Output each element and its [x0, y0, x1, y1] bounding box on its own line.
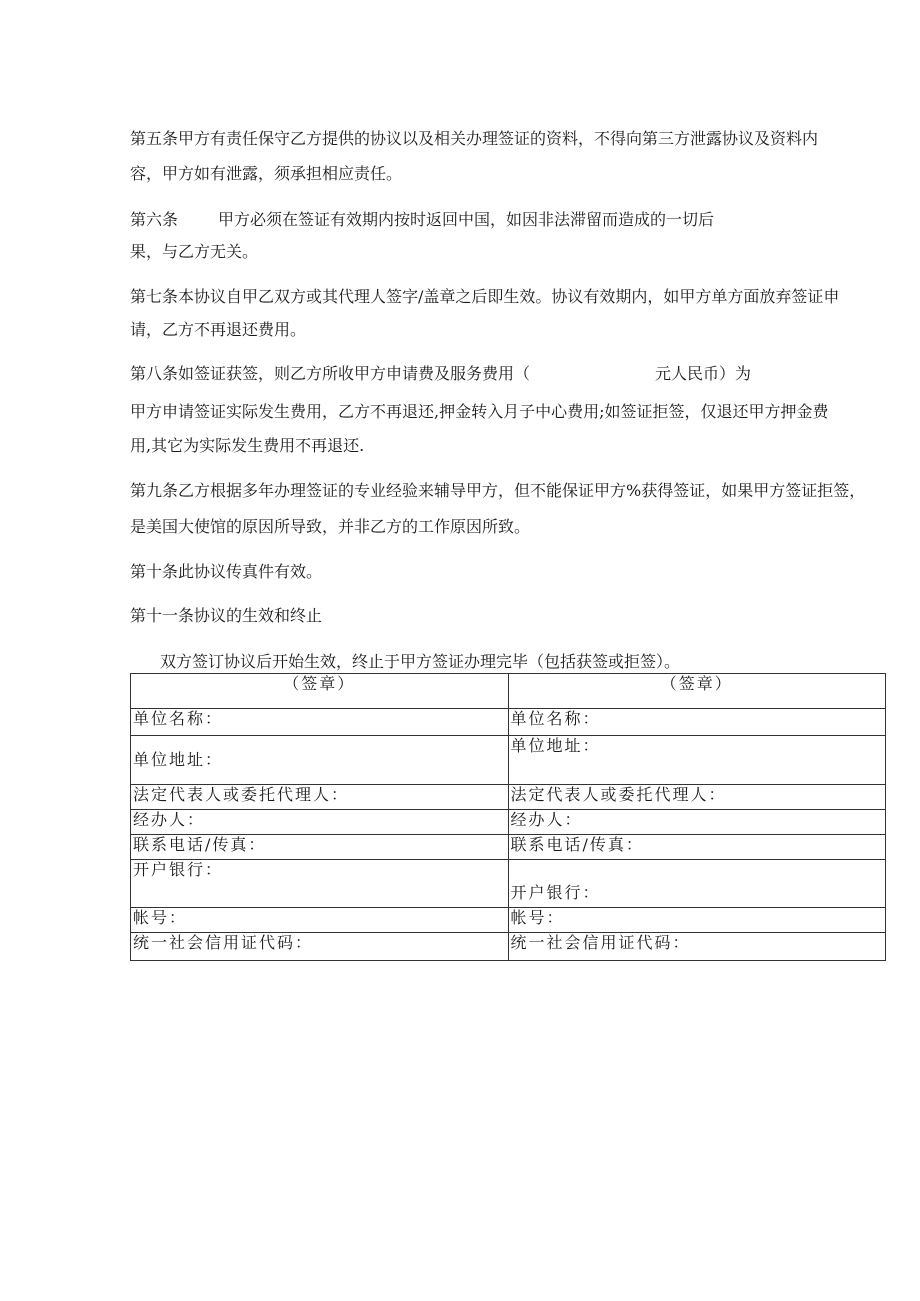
- table-row-credit-code: [131, 933, 886, 961]
- clause-11-body: 双方签订协议后开始生效，终止于甲方签证办理完毕（包括获签或拒签）。: [160, 652, 681, 671]
- clause-5-line-2: 容，甲方如有泄露，须承担相应责任。: [130, 164, 403, 183]
- table-row-account: [131, 908, 886, 933]
- left-phone-fax: 联系电话/传真：: [131, 835, 509, 860]
- clause-7-line-2: 请，乙方不再退还费用。: [130, 320, 307, 339]
- right-unit-name: 单位名称：: [508, 709, 886, 736]
- clause-6-line-1: [130, 210, 714, 230]
- left-unit-name: 单位名称：: [131, 709, 509, 736]
- table-row-bank: [131, 860, 886, 908]
- clause-9-line-1: 第九条乙方根据多年办理签证的专业经验来辅导甲方，但不能保证甲方%获得签证，如果甲方签证拒签，: [130, 481, 866, 500]
- right-phone-fax: 联系电话/传真：: [508, 835, 886, 860]
- clause-7-line-1: 第七条本协议自甲乙双方或其代理人签字/盖章之后即生效。协议有效期内，如甲方单方面放弃签证申: [130, 287, 840, 306]
- clause-10: 第十条此协议传真件有效。: [130, 562, 323, 581]
- right-bank: 开户银行：: [508, 860, 886, 908]
- left-credit-code: 统一社会信用证代码：: [131, 933, 509, 961]
- right-seal: （签章）: [508, 674, 886, 709]
- clause-8-line-3: 用,其它为实际发生费用不再退还.: [130, 436, 365, 455]
- left-bank: 开户银行：: [131, 860, 509, 908]
- right-unit-address: 单位地址：: [508, 736, 886, 785]
- table-row-phone-fax: [131, 835, 886, 860]
- right-credit-code: 统一社会信用证代码：: [508, 933, 886, 961]
- left-legal-rep: 法定代表人或委托代理人：: [131, 785, 509, 810]
- clause-8-text-b: 元人民币）为: [655, 364, 752, 383]
- table-row-seal: [131, 674, 886, 709]
- table-row-unit-address: [131, 736, 886, 785]
- signature-table: [130, 673, 886, 961]
- left-account: 帐号：: [131, 908, 509, 933]
- clause-8-line-1: [130, 364, 751, 384]
- clause-8-line-2: 甲方申请签证实际发生费用，乙方不再退还,押金转入月子中心费用;如签证拒签，仅退还甲方押金费: [130, 402, 829, 421]
- right-legal-rep: 法定代表人或委托代理人：: [508, 785, 886, 810]
- clause-11-heading: 第十一条协议的生效和终止: [130, 606, 323, 625]
- table-row-legal-rep: [131, 785, 886, 810]
- right-handler: 经办人：: [508, 810, 886, 835]
- table-row-handler: [131, 810, 886, 835]
- clause-8-text-a: 第八条如签证获签，则乙方所收甲方申请费及服务费用（: [130, 364, 531, 383]
- right-account: 帐号：: [508, 908, 886, 933]
- table-row-unit-name: [131, 709, 886, 736]
- left-seal: （签章）: [131, 674, 509, 709]
- clause-6-prefix: 第六条: [130, 210, 179, 229]
- left-handler: 经办人：: [131, 810, 509, 835]
- clause-9-line-2: 是美国大使馆的原因所导致，并非乙方的工作原因所致。: [130, 517, 531, 536]
- clause-6-text: 甲方必须在签证有效期内按时返回中国，如因非法滞留而造成的一切后: [218, 210, 715, 229]
- clause-5-line-1: 第五条甲方有责任保守乙方提供的协议以及相关办理签证的资料，不得向第三方泄露协议及资料内: [130, 129, 819, 148]
- left-unit-address: 单位地址：: [131, 736, 509, 785]
- clause-6-line-2: 果，与乙方无关。: [130, 242, 259, 261]
